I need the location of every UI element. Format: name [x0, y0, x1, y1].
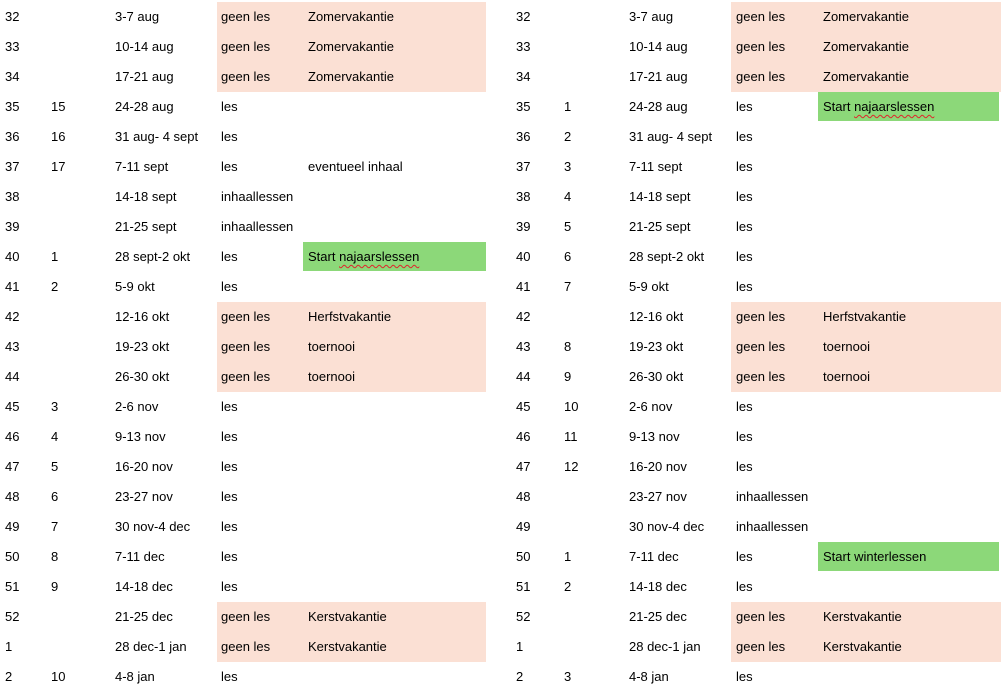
note-cell: Start najaarslessen [308, 249, 420, 264]
lesson-number-cell: 4 [564, 189, 572, 204]
lesson-status-cell: geen les [736, 39, 786, 54]
lesson-number-cell: 16 [51, 129, 66, 144]
lesson-status-cell: geen les [736, 609, 786, 624]
lesson-status-cell: geen les [221, 9, 271, 24]
week-number-cell: 49 [516, 519, 531, 534]
date-range-cell: 16-20 nov [115, 459, 173, 474]
date-range-cell: 2-6 nov [115, 399, 159, 414]
week-number-cell: 47 [5, 459, 20, 474]
week-number-cell: 43 [516, 339, 531, 354]
date-range-cell: 23-27 nov [115, 489, 173, 504]
date-range-cell: 17-21 aug [629, 69, 688, 84]
lesson-status-cell: les [221, 99, 238, 114]
table-row [0, 32, 486, 62]
date-range-cell: 17-21 aug [115, 69, 174, 84]
week-number-cell: 44 [5, 369, 20, 384]
date-range-cell: 7-11 sept [115, 159, 169, 174]
spellcheck-flagged-word: najaarslessen [854, 99, 935, 114]
date-range-cell: 3-7 aug [115, 9, 160, 24]
date-range-cell: 14-18 dec [629, 579, 687, 594]
week-number-cell: 37 [5, 159, 20, 174]
lesson-status-cell: geen les [221, 369, 271, 384]
table-row [0, 92, 486, 122]
table-row [0, 242, 486, 272]
lesson-status-cell: geen les [736, 69, 786, 84]
note-cell: Herfstvakantie [823, 309, 907, 324]
lesson-status-cell: inhaallessen [736, 519, 809, 534]
table-row [0, 152, 486, 182]
lesson-status-cell: geen les [221, 39, 271, 54]
table-row [514, 602, 1000, 632]
lesson-number-cell: 8 [564, 339, 572, 354]
lesson-status-cell: les [221, 519, 238, 534]
note-cell: Start winterlessen [823, 549, 927, 564]
week-number-cell: 41 [516, 279, 531, 294]
table-row [514, 632, 1000, 662]
lesson-number-cell: 7 [51, 519, 59, 534]
table-row [0, 542, 486, 572]
lesson-number-cell: 3 [564, 159, 572, 174]
note-cell: Zomervakantie [308, 69, 394, 84]
date-range-cell: 3-7 aug [629, 9, 674, 24]
table-row [0, 2, 486, 32]
schedule-table-left [0, 2, 486, 692]
week-number-cell: 45 [5, 399, 20, 414]
week-number-cell: 36 [516, 129, 531, 144]
lesson-number-cell: 4 [51, 429, 59, 444]
date-range-cell: 5-9 okt [115, 279, 155, 294]
week-number-cell: 45 [516, 399, 531, 414]
week-number-cell: 33 [516, 39, 531, 54]
note-cell: toernooi [823, 339, 870, 354]
table-row [514, 422, 1000, 452]
lesson-status-cell: les [221, 159, 238, 174]
week-number-cell: 33 [5, 39, 20, 54]
schedule-table-right [514, 2, 1000, 692]
table-row [0, 632, 486, 662]
week-number-cell: 35 [5, 99, 20, 114]
table-row [514, 362, 1000, 392]
lesson-status-cell: les [736, 549, 753, 564]
date-range-cell: 14-18 sept [115, 189, 177, 204]
date-range-cell: 26-30 okt [629, 369, 684, 384]
note-cell: toernooi [308, 369, 355, 384]
date-range-cell: 28 sept-2 okt [629, 249, 705, 264]
week-number-cell: 40 [5, 249, 20, 264]
lesson-status-cell: les [221, 429, 238, 444]
lesson-status-cell: geen les [221, 609, 271, 624]
note-cell: Zomervakantie [823, 9, 909, 24]
date-range-cell: 14-18 sept [629, 189, 691, 204]
date-range-cell: 21-25 dec [629, 609, 687, 624]
date-range-cell: 24-28 aug [115, 99, 174, 114]
lesson-status-cell: les [736, 399, 753, 414]
lesson-number-cell: 1 [564, 549, 572, 564]
table-row [0, 122, 486, 152]
note-cell: Zomervakantie [308, 9, 394, 24]
note-cell: Zomervakantie [823, 39, 909, 54]
week-number-cell: 47 [516, 459, 531, 474]
note-cell: Kerstvakantie [308, 639, 387, 654]
date-range-cell: 9-13 nov [629, 429, 680, 444]
lesson-number-cell: 6 [564, 249, 572, 264]
lesson-number-cell: 8 [51, 549, 59, 564]
table-row [0, 572, 486, 602]
lesson-status-cell: les [221, 549, 238, 564]
lesson-status-cell: les [736, 249, 753, 264]
lesson-status-cell: geen les [736, 9, 786, 24]
table-row [0, 182, 486, 212]
table-row [514, 302, 1000, 332]
date-range-cell: 31 aug- 4 sept [115, 129, 199, 144]
week-number-cell: 49 [5, 519, 20, 534]
week-number-cell: 32 [5, 9, 20, 24]
date-range-cell: 21-25 dec [115, 609, 173, 624]
lesson-status-cell: les [736, 219, 753, 234]
table-row [0, 452, 486, 482]
lesson-number-cell: 5 [51, 459, 59, 474]
table-row [514, 242, 1000, 272]
week-number-cell: 39 [5, 219, 20, 234]
week-number-cell: 46 [516, 429, 531, 444]
date-range-cell: 4-8 jan [629, 669, 669, 684]
note-cell: Herfstvakantie [308, 309, 392, 324]
lesson-number-cell: 10 [564, 399, 579, 414]
table-row [514, 92, 1000, 122]
table-row [514, 482, 1000, 512]
note-cell: Kerstvakantie [823, 639, 902, 654]
note-cell: eventueel inhaal [308, 159, 403, 174]
lesson-status-cell: les [221, 669, 238, 684]
lesson-status-cell: les [736, 129, 753, 144]
lesson-status-cell: les [736, 189, 753, 204]
week-number-cell: 48 [516, 489, 531, 504]
table-row [514, 332, 1000, 362]
table-row [514, 452, 1000, 482]
date-range-cell: 10-14 aug [115, 39, 174, 54]
week-number-cell: 46 [5, 429, 20, 444]
week-number-cell: 42 [516, 309, 531, 324]
date-range-cell: 2-6 nov [629, 399, 673, 414]
table-row [514, 152, 1000, 182]
lesson-status-cell: geen les [221, 309, 271, 324]
lesson-status-cell: les [736, 579, 753, 594]
week-number-cell: 34 [5, 69, 20, 84]
week-number-cell: 2 [5, 669, 13, 684]
note-cell: toernooi [823, 369, 870, 384]
table-row [514, 662, 1000, 692]
lesson-status-cell: les [221, 399, 238, 414]
lesson-status-cell: les [736, 459, 753, 474]
table-row [0, 422, 486, 452]
lesson-number-cell: 11 [564, 429, 578, 444]
date-range-cell: 16-20 nov [629, 459, 687, 474]
week-number-cell: 40 [516, 249, 531, 264]
week-number-cell: 43 [5, 339, 20, 354]
lesson-number-cell: 3 [564, 669, 572, 684]
lesson-number-cell: 7 [564, 279, 572, 294]
lesson-status-cell: les [736, 429, 753, 444]
week-number-cell: 35 [516, 99, 531, 114]
table-row [514, 62, 1000, 92]
table-row [0, 482, 486, 512]
table-row [0, 212, 486, 242]
lesson-status-cell: geen les [736, 309, 786, 324]
week-number-cell: 39 [516, 219, 531, 234]
week-number-cell: 36 [5, 129, 20, 144]
week-number-cell: 51 [5, 579, 20, 594]
lesson-number-cell: 6 [51, 489, 59, 504]
lesson-status-cell: les [736, 99, 753, 114]
note-cell: toernooi [308, 339, 355, 354]
lesson-status-cell: geen les [736, 639, 786, 654]
lesson-status-cell: geen les [736, 339, 786, 354]
lesson-status-cell: les [221, 579, 238, 594]
table-row [514, 392, 1000, 422]
table-row [0, 512, 486, 542]
date-range-cell: 12-16 okt [629, 309, 684, 324]
lesson-status-cell: les [221, 459, 238, 474]
table-row [514, 512, 1000, 542]
lesson-status-cell: geen les [736, 369, 786, 384]
lesson-status-cell: les [736, 159, 753, 174]
week-number-cell: 52 [5, 609, 20, 624]
week-number-cell: 38 [516, 189, 531, 204]
lesson-number-cell: 9 [564, 369, 572, 384]
week-number-cell: 38 [5, 189, 20, 204]
lesson-status-cell: geen les [221, 639, 271, 654]
lesson-number-cell: 1 [51, 249, 59, 264]
lesson-number-cell: 2 [564, 579, 572, 594]
lesson-status-cell: les [221, 249, 238, 264]
week-number-cell: 32 [516, 9, 531, 24]
week-number-cell: 44 [516, 369, 531, 384]
table-row [514, 542, 1000, 572]
date-range-cell: 19-23 okt [115, 339, 170, 354]
week-number-cell: 41 [5, 279, 20, 294]
table-row [514, 572, 1000, 602]
date-range-cell: 7-11 sept [629, 159, 683, 174]
lesson-number-cell: 3 [51, 399, 59, 414]
lesson-number-cell: 5 [564, 219, 572, 234]
table-row [0, 62, 486, 92]
date-range-cell: 10-14 aug [629, 39, 688, 54]
week-number-cell: 50 [516, 549, 531, 564]
table-row [514, 212, 1000, 242]
week-number-cell: 42 [5, 309, 20, 324]
date-range-cell: 19-23 okt [629, 339, 684, 354]
table-row [514, 32, 1000, 62]
lesson-status-cell: les [221, 129, 238, 144]
lesson-number-cell: 9 [51, 579, 59, 594]
lesson-status-cell: les [736, 669, 753, 684]
spellcheck-flagged-word: najaarslessen [339, 249, 420, 264]
note-cell: Kerstvakantie [823, 609, 902, 624]
table-row [514, 182, 1000, 212]
date-range-cell: 26-30 okt [115, 369, 170, 384]
week-number-cell: 52 [516, 609, 531, 624]
week-number-cell: 1 [5, 639, 13, 654]
date-range-cell: 28 sept-2 okt [115, 249, 191, 264]
date-range-cell: 7-11 dec [629, 549, 679, 564]
date-range-cell: 24-28 aug [629, 99, 688, 114]
table-row [0, 392, 486, 422]
lesson-number-cell: 2 [51, 279, 59, 294]
date-range-cell: 4-8 jan [115, 669, 155, 684]
table-row [0, 302, 486, 332]
note-cell: Zomervakantie [308, 39, 394, 54]
table-row [0, 662, 486, 692]
lesson-status-cell: les [221, 279, 238, 294]
lesson-number-cell: 17 [51, 159, 66, 174]
date-range-cell: 30 nov-4 dec [115, 519, 191, 534]
lesson-number-cell: 15 [51, 99, 66, 114]
date-range-cell: 9-13 nov [115, 429, 166, 444]
date-range-cell: 23-27 nov [629, 489, 687, 504]
date-range-cell: 28 dec-1 jan [629, 639, 701, 654]
lesson-status-cell: geen les [221, 69, 271, 84]
week-number-cell: 37 [516, 159, 531, 174]
lesson-status-cell: inhaallessen [736, 489, 809, 504]
date-range-cell: 12-16 okt [115, 309, 170, 324]
note-cell: Start najaarslessen [823, 99, 935, 114]
date-range-cell: 21-25 sept [629, 219, 691, 234]
table-row [0, 602, 486, 632]
lesson-status-cell: inhaallessen [221, 189, 294, 204]
lesson-status-cell: inhaallessen [221, 219, 294, 234]
date-range-cell: 5-9 okt [629, 279, 669, 294]
note-cell: Zomervakantie [823, 69, 909, 84]
week-number-cell: 48 [5, 489, 20, 504]
date-range-cell: 7-11 dec [115, 549, 165, 564]
table-row [0, 332, 486, 362]
week-number-cell: 50 [5, 549, 20, 564]
date-range-cell: 28 dec-1 jan [115, 639, 187, 654]
table-row [0, 362, 486, 392]
lesson-number-cell: 1 [564, 99, 572, 114]
lesson-status-cell: geen les [221, 339, 271, 354]
lesson-number-cell: 10 [51, 669, 66, 684]
week-number-cell: 2 [516, 669, 524, 684]
week-number-cell: 51 [516, 579, 531, 594]
note-cell: Kerstvakantie [308, 609, 387, 624]
table-row [514, 122, 1000, 152]
week-number-cell: 34 [516, 69, 531, 84]
table-row [0, 272, 486, 302]
date-range-cell: 31 aug- 4 sept [629, 129, 713, 144]
date-range-cell: 30 nov-4 dec [629, 519, 705, 534]
lesson-number-cell: 12 [564, 459, 579, 474]
lesson-number-cell: 2 [564, 129, 572, 144]
date-range-cell: 21-25 sept [115, 219, 177, 234]
week-number-cell: 1 [516, 639, 524, 654]
table-row [514, 272, 1000, 302]
lesson-status-cell: les [736, 279, 753, 294]
lesson-status-cell: les [221, 489, 238, 504]
table-row [514, 2, 1000, 32]
date-range-cell: 14-18 dec [115, 579, 173, 594]
